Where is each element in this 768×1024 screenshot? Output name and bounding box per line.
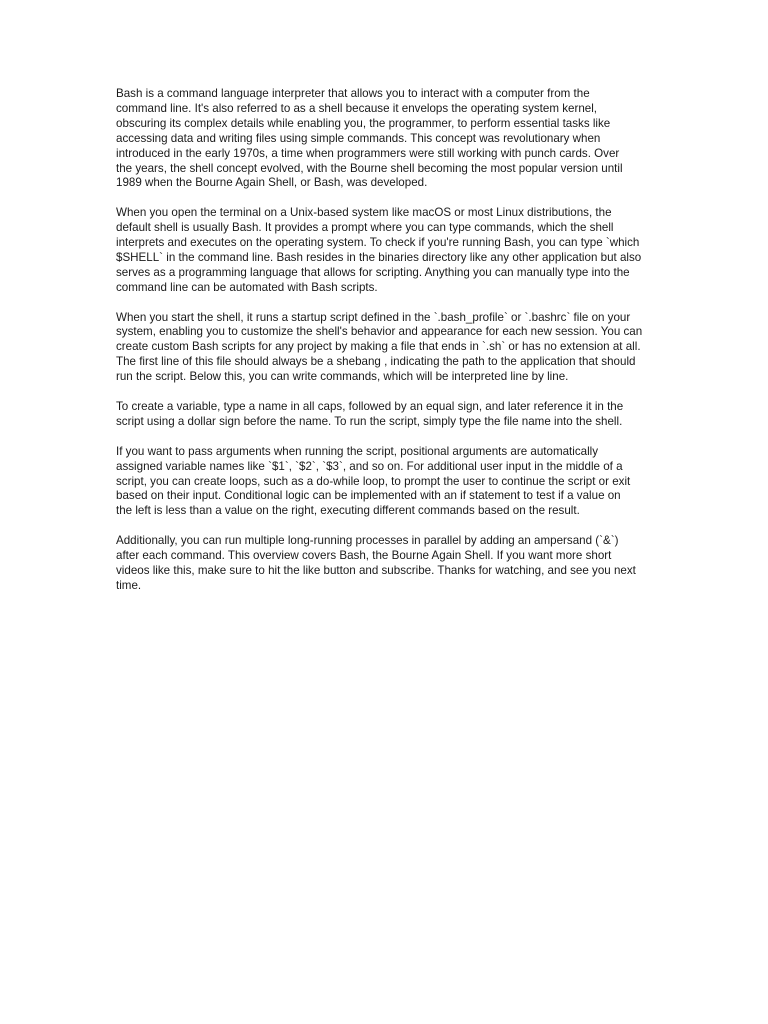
paragraph-parallel-processes: Additionally, you can run multiple long-running processes in parallel by adding an ampersand (`&`) after each command. This overview covers Bash, the Bourne Again Shell. If you want more short videos like this, make sure to hit the like button and subscribe. Thanks for watching, and see you next time.	[116, 534, 636, 592]
document-body	[116, 87, 656, 609]
paragraph-bash-intro: Bash is a command language interpreter that allows you to interact with a computer from the command line. It's also referred to as a shell because it envelops the operating system kernel, obscuring its complex details while enabling you, the programmer, to perform essential tasks like accessing data and writing files using simple commands. This concept was revolutionary when introduced in the early 1970s, a time when programmers were still working with punch cards. Over the years, the shell concept evolved, with the Bourne shell becoming the most popular version until 1989 when the Bourne Again Shell, or Bash, was developed.	[116, 87, 623, 190]
paragraph-arguments-loops: If you want to pass arguments when running the script, positional arguments are automatically assigned variable names like `$1`, `$2`, `$3`, and so on. For additional user input in the middle of a script, you can create loops, such as a do-while loop, to prompt the user to continue the script or exit based on their input. Conditional logic can be implemented with an if statement to test if a value on the left is less than a value on the right, executing different commands based on the result.	[116, 444, 631, 518]
paragraph-startup-script: When you start the shell, it runs a startup script defined in the `.bash_profile` or `.bashrc` file on your system, enabling you to customize the shell's behavior and appearance for each new session. You can create custom Bash scripts for any project by making a file that ends in `.sh` or has no extension at all. The first line of this file should always be a shebang , indicating the path to the application that should run the script. Below this, you can write commands, which will be interpreted line by line.	[116, 310, 643, 384]
paragraph-variables: To create a variable, type a name in all caps, followed by an equal sign, and later reference it in the script using a dollar sign before the name. To run the script, simply type the file name into the shell.	[116, 399, 624, 428]
paragraph-terminal-default-shell: When you open the terminal on a Unix-based system like macOS or most Linux distributions, the default shell is usually Bash. It provides a prompt where you can type commands, which the shell interprets and executes on the operating system. To check if you're running Bash, you can type `which $SHELL` in the command line. Bash resides in the binaries directory like any other application but also serves as a programming language that allows for scripting. Anything you can manually type into the command line can be automated with Bash scripts.	[116, 206, 642, 294]
